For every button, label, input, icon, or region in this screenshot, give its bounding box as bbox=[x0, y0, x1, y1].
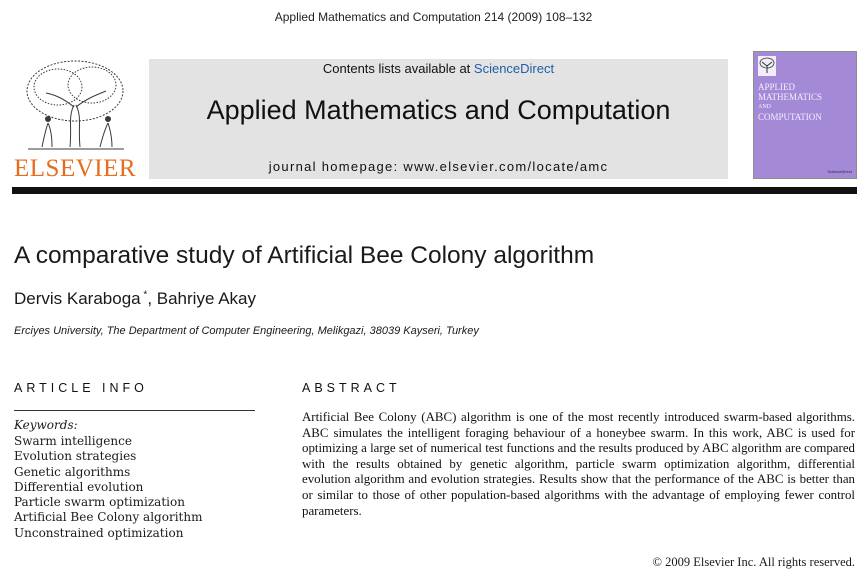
journal-banner bbox=[149, 59, 728, 179]
keyword-item: Unconstrained optimization bbox=[14, 525, 184, 540]
keyword-item: Evolution strategies bbox=[14, 449, 137, 464]
copyright-notice: © 2009 Elsevier Inc. All rights reserved. bbox=[652, 555, 855, 569]
publisher-wordmark: ELSEVIER bbox=[14, 155, 137, 182]
abstract-text: Artificial Bee Colony (ABC) algorithm is one of the most recently introduced swarm-based algorithms. ABC simulates the intelligent foraging behaviour of a honeybee swarm. In this work, ABC is used for optimizing a large set of numerical test functions and the results produced by ABC algorithm are compared with the results obtained by genetic algorithm, particle swarm optimization algorithm, differential evolution algorithm and evolution strategies. Results show that the performance of the ABC is better than or similar to those of other population-based algorithms with the advantage of employing fewer control parameters. bbox=[302, 410, 855, 518]
cover-title-line: APPLIED bbox=[758, 82, 796, 92]
journal-homepage[interactable]: journal homepage: www.elsevier.com/locate/amc bbox=[268, 159, 609, 174]
cover-title bbox=[758, 82, 850, 122]
corresponding-author-mark[interactable]: * bbox=[143, 289, 148, 301]
article-info-divider bbox=[14, 410, 255, 411]
article-title: A comparative study of Artificial Bee Colony algorithm bbox=[14, 242, 595, 269]
keyword-item: Particle swarm optimization bbox=[14, 495, 185, 510]
cover-title-line: MATHEMATICS bbox=[758, 92, 823, 102]
journal-cover-thumbnail[interactable] bbox=[753, 51, 857, 179]
journal-masthead bbox=[12, 47, 857, 181]
abstract-heading: ABSTRACT bbox=[302, 381, 401, 395]
author-separator: , bbox=[147, 289, 157, 308]
journal-citation: Applied Mathematics and Computation 214 (2009) 108–132 bbox=[274, 10, 593, 24]
elsevier-logo[interactable] bbox=[12, 57, 138, 181]
header-divider bbox=[12, 187, 857, 194]
cover-logo-icon bbox=[758, 56, 776, 76]
keywords-label: Keywords: bbox=[14, 418, 78, 432]
author-list bbox=[14, 289, 256, 309]
cover-publisher: ScienceDirect bbox=[827, 169, 852, 174]
keyword-item: Genetic algorithms bbox=[14, 464, 131, 479]
author-name[interactable]: Bahriye Akay bbox=[156, 289, 256, 308]
keywords-list bbox=[14, 434, 202, 541]
keyword-item: Swarm intelligence bbox=[14, 434, 132, 448]
author-name[interactable]: Dervis Karaboga bbox=[14, 289, 141, 308]
journal-title: Applied Mathematics and Computation bbox=[206, 95, 671, 125]
author-affiliation: Erciyes University, The Department of Computer Engineering, Melikgazi, 38039 Kayseri, Turkey bbox=[14, 325, 479, 337]
contents-line bbox=[149, 61, 728, 76]
article-info-heading: ARTICLE INFO bbox=[14, 381, 148, 395]
keyword-item: Artificial Bee Colony algorithm bbox=[14, 510, 203, 525]
cover-title-line: AND bbox=[758, 104, 771, 110]
cover-title-line: COMPUTATION bbox=[758, 112, 822, 122]
contents-prefix: Contents lists available at bbox=[322, 61, 474, 76]
sciencedirect-link[interactable]: ScienceDirect bbox=[473, 61, 555, 76]
keyword-item: Differential evolution bbox=[14, 479, 144, 494]
elsevier-tree-icon bbox=[20, 57, 130, 155]
